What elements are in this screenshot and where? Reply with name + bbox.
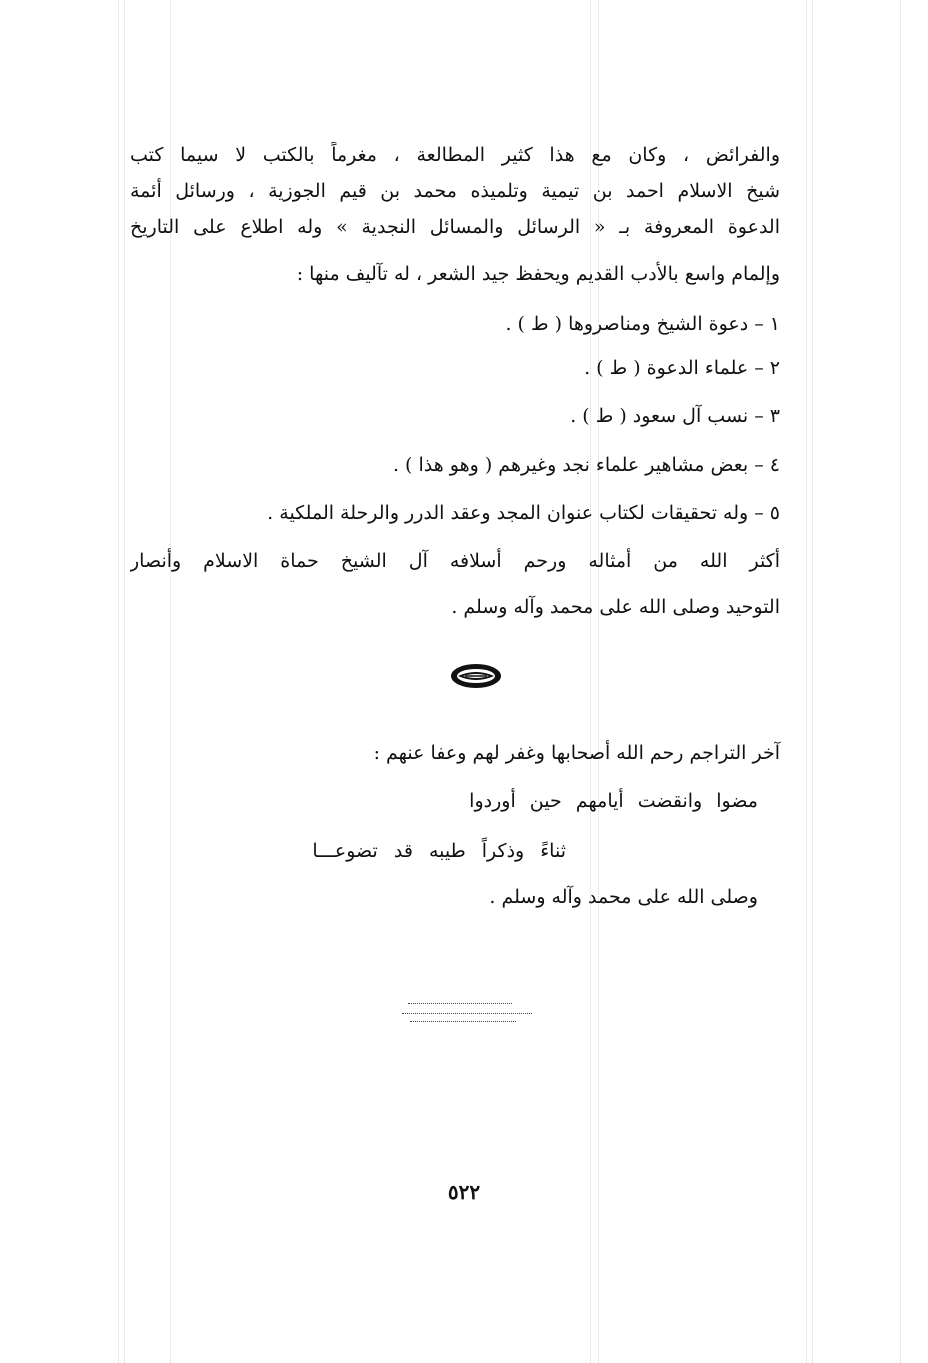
works-list-item: ١ – دعوة الشيخ ومناصروها ( ط ) .	[505, 313, 780, 335]
works-list-item: ٥ – وله تحقيقات لكتاب عنوان المجد وعقد الدرر والرحلة الملكية .	[267, 502, 780, 524]
paragraph-line: شيخ الاسلام احمد بن تيمية وتلميذه محمد بن قيم الجوزية ، ورسائل أئمة	[130, 180, 780, 202]
scan-guide-line	[812, 0, 813, 1363]
works-list-item: ٣ – نسب آل سعود ( ط ) .	[570, 405, 780, 427]
scan-guide-line	[900, 0, 901, 1363]
scan-guide-line	[590, 0, 591, 1363]
end-rule	[410, 1021, 516, 1022]
scan-guide-line	[598, 0, 599, 1363]
paragraph-line: وإلمام واسع بالأدب القديم ويحفظ جيد الشعر ، له تآليف منها :	[296, 263, 780, 285]
scan-guide-line	[806, 0, 807, 1363]
ornament-divider-icon	[449, 662, 503, 690]
end-rule	[408, 1003, 512, 1004]
closing-line: التوحيد وصلى الله على محمد وآله وسلم .	[451, 596, 780, 618]
scan-guide-line	[170, 0, 171, 1363]
page-number: ٥٢٢	[447, 1180, 481, 1204]
verse-second-hemistich: ثناءً وذكراً طيبه قد تضوعـــا	[312, 840, 566, 862]
scan-guide-line	[124, 0, 125, 1363]
works-list-item: ٤ – بعض مشاهير علماء نجد وغيرهم ( وهو هذا ) .	[392, 454, 780, 476]
verse-first-hemistich: مضوا وانقضت أيامهم حين أوردوا	[469, 790, 758, 812]
end-rule	[402, 1013, 532, 1014]
final-closing: وصلى الله على محمد وآله وسلم .	[489, 886, 758, 908]
final-intro: آخر التراجم رحم الله أصحابها وغفر لهم وعفا عنهم :	[373, 742, 780, 764]
paragraph-line: الدعوة المعروفة بـ « الرسائل والمسائل النجدية » وله اطلاع على التاريخ	[130, 216, 780, 238]
works-list-item: ٢ – علماء الدعوة ( ط ) .	[584, 357, 780, 379]
paragraph-line: والفرائض ، وكان مع هذا كثير المطالعة ، مغرماً بالكتب لا سيما كتب	[130, 144, 780, 166]
closing-line: أكثر الله من أمثاله ورحم أسلافه آل الشيخ حماة الاسلام وأنصار	[130, 550, 780, 572]
scan-guide-line	[118, 0, 119, 1363]
